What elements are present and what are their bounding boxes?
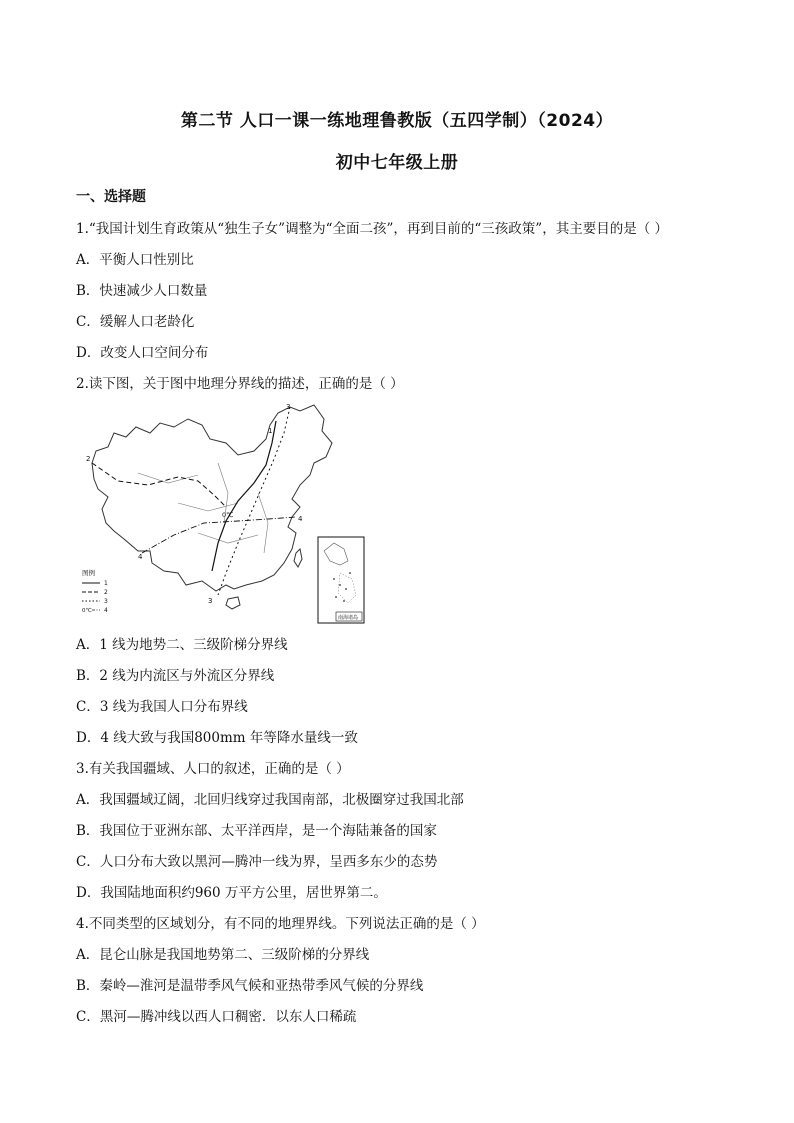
question-4-option-b: B．秦岭—淮河是温带季风气候和亚热带季风气候的分界线 <box>76 978 424 994</box>
line-number-4-west: 4 <box>138 553 143 561</box>
legend-item-2: 2 <box>104 589 108 596</box>
question-4-option-c: C．黑河—腾冲线以西人口稠密．以东人口稀疏 <box>76 1009 357 1025</box>
legend-item-4: 4 <box>104 607 108 614</box>
question-2-option-b: B．2 线为内流区与外流区分界线 <box>76 668 275 684</box>
section-heading: 一、选择题 <box>76 189 146 205</box>
question-3-option-c: C．人口分布大致以黑河—腾冲一线为界，呈西多东少的态势 <box>76 854 438 870</box>
map-taiwan-island <box>294 549 302 567</box>
china-boundary-map <box>78 403 366 625</box>
boundary-line-3 <box>218 407 290 595</box>
map-inset <box>318 537 364 623</box>
question-2-option-d: D．4 线大致与我国800mm 年等降水量线一致 <box>76 730 358 746</box>
legend-title: 图例 <box>82 569 95 577</box>
question-3-stem: 3.有关我国疆域、人口的叙述，正确的是（ ） <box>76 761 350 777</box>
legend-item-4-prefix: 0℃ <box>82 608 92 614</box>
page-title: 第二节 人口一课一练地理鲁教版（五四学制）（2024） <box>180 111 614 131</box>
line-number-4: 4 <box>298 515 303 523</box>
map-province-lines <box>138 463 268 553</box>
question-1-option-c: C．缓解人口老龄化 <box>76 314 195 330</box>
question-3-option-b: B．我国位于亚洲东部、太平洋西岸，是一个海陆兼备的国家 <box>76 823 437 839</box>
line-number-3: 3 <box>286 403 291 411</box>
question-3-option-a: A．我国疆域辽阔，北回归线穿过我国南部，北极圈穿过我国北部 <box>76 792 464 808</box>
boundary-line-2 <box>92 463 226 507</box>
page-subtitle: 初中七年级上册 <box>335 153 459 173</box>
line-number-3-south: 3 <box>208 597 213 605</box>
map-legend <box>82 568 108 614</box>
question-2-option-c: C．3 线为我国人口分布界线 <box>76 699 248 715</box>
question-2-option-a: A．1 线为地势二、三级阶梯分界线 <box>76 637 288 653</box>
question-1-option-b: B．快速减少人口数量 <box>76 283 208 299</box>
question-1-stem: 1.“我国计划生育政策从“独生子女”调整为“全面二孩”，再到目前的“三孩政策”，其主要目的是（ ） <box>76 221 668 237</box>
question-2-stem: 2.读下图，关于图中地理分界线的描述，正确的是（ ） <box>76 376 404 392</box>
question-1-option-d: D．改变人口空间分布 <box>76 345 209 361</box>
map-hainan-island <box>226 597 240 609</box>
line-number-1: 1 <box>268 427 273 435</box>
legend-item-3: 3 <box>104 598 108 605</box>
boundary-line-4 <box>142 517 296 553</box>
boundary-line-1 <box>212 421 276 571</box>
isotherm-label: 0℃ <box>222 511 234 519</box>
line-number-2: 2 <box>86 455 91 463</box>
question-4-option-a: A．昆仑山脉是我国地势第二、三级阶梯的分界线 <box>76 947 370 963</box>
inset-label: 南海诸岛 <box>338 615 359 621</box>
question-3-option-d: D．我国陆地面积约960 万平方公里，居世界第二。 <box>76 885 387 901</box>
question-4-stem: 4.不同类型的区域划分，有不同的地理界线。下列说法正确的是（ ） <box>76 916 485 932</box>
question-1-option-a: A．平衡人口性别比 <box>76 252 194 268</box>
legend-item-1: 1 <box>104 580 108 587</box>
